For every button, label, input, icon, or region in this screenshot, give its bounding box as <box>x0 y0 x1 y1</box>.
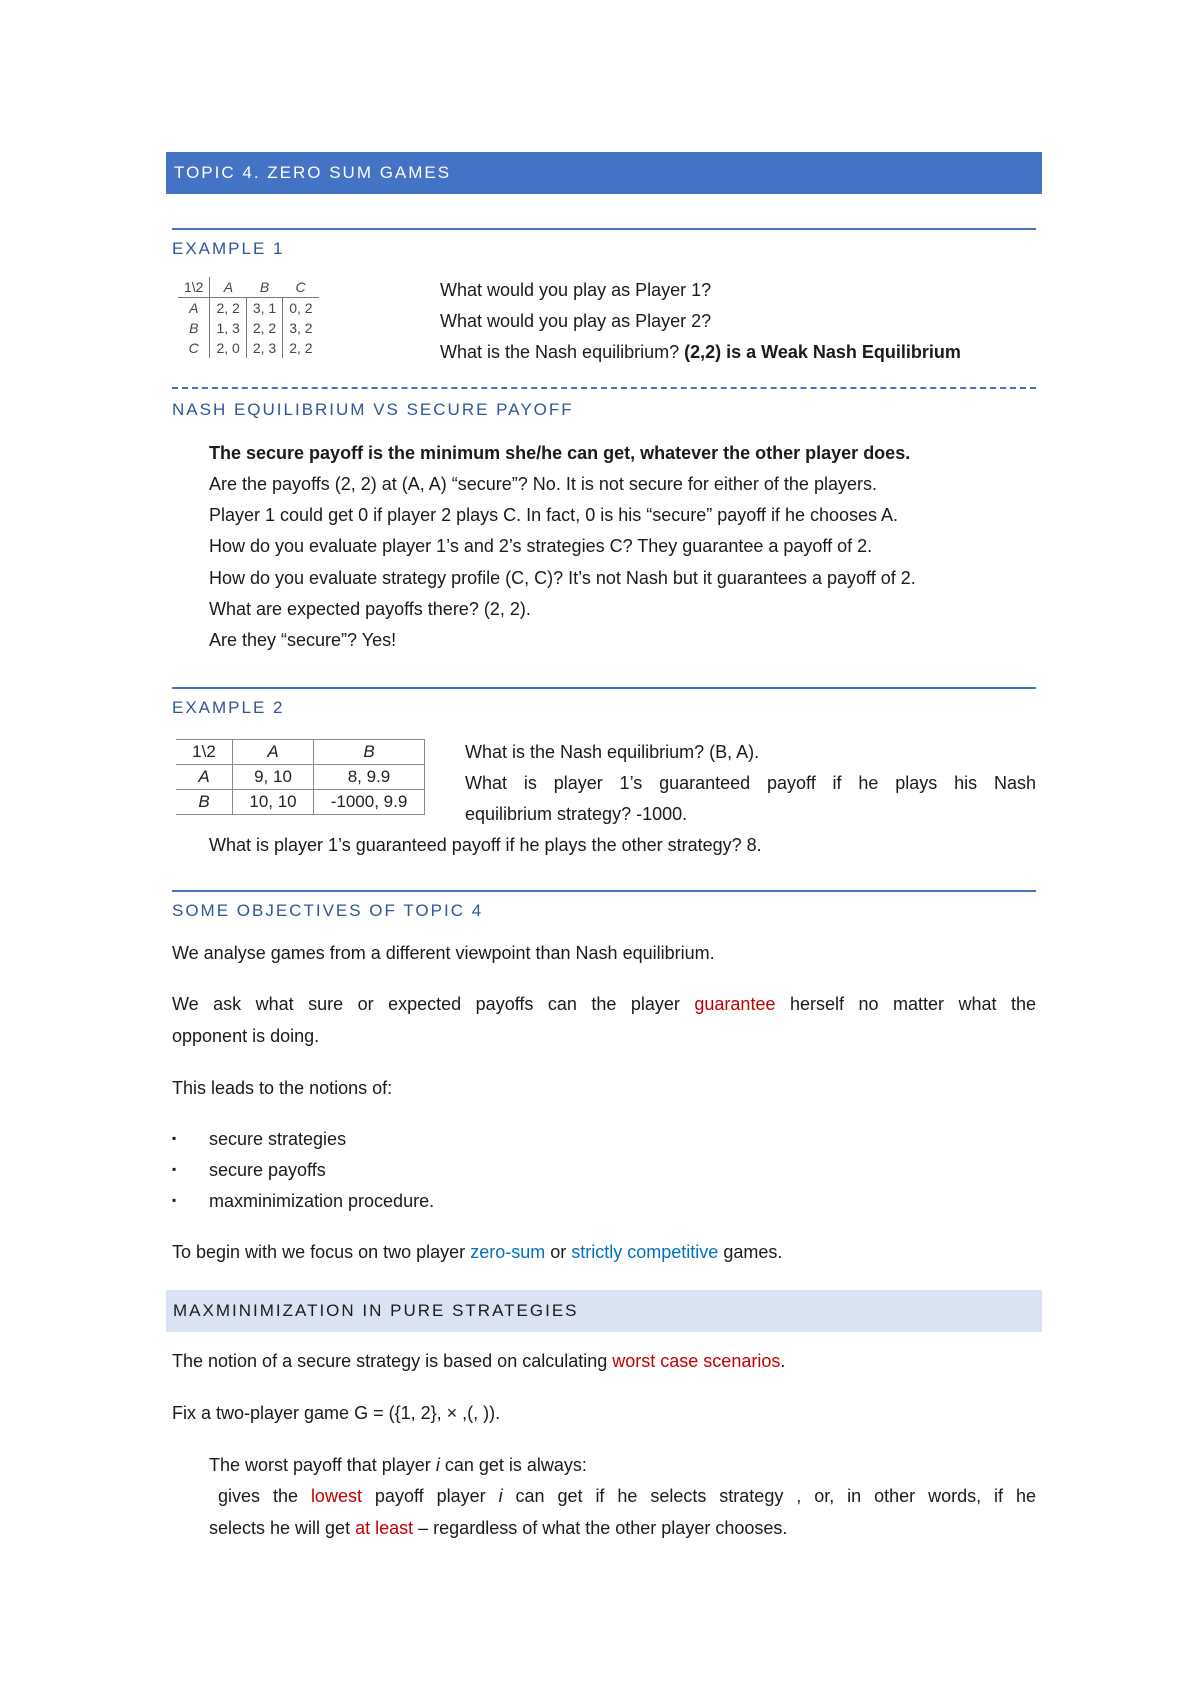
example1-question-2: What would you play as Player 2? <box>440 311 712 331</box>
text-span: . <box>780 1351 786 1371</box>
text-span: To begin with we focus on two player <box>172 1242 466 1262</box>
example1-question-3 <box>440 340 961 364</box>
table-cell: 2, 2 <box>246 318 282 338</box>
text-span: The worst payoff that player <box>209 1455 431 1475</box>
row-header: A <box>178 298 210 319</box>
section-divider <box>172 228 1036 230</box>
objectives-paragraph-2-line1 <box>172 992 1036 1016</box>
paragraph-line: Are they “secure”? Yes! <box>209 630 397 650</box>
text-span: gives the <box>218 1486 298 1506</box>
table-cell: 1, 3 <box>210 318 246 338</box>
table-cell: 9, 10 <box>233 765 314 790</box>
example2-question-2-line1: What is player 1’s guaranteed payoff if he plays his Nash <box>465 773 1036 793</box>
table-cell: 10, 10 <box>233 790 314 815</box>
table-cell: 3, 1 <box>246 298 282 319</box>
maxmin-paragraph-4 <box>218 1484 1036 1508</box>
secure-payoff-definition: The secure payoff is the minimum she/he can get, whatever the other player does. <box>209 443 911 463</box>
text-span: herself no matter what the <box>789 994 1036 1014</box>
text-span: or <box>550 1242 567 1262</box>
example1-question-1: What would you play as Player 1? <box>440 280 712 300</box>
objectives-paragraph-1: We analyse games from a different viewpoint than Nash equilibrium. <box>172 943 715 963</box>
paragraph-line: How do you evaluate player 1’s and 2’s strategies C? They guarantee a payoff of 2. <box>209 536 873 556</box>
emphasis-at-least: at least <box>355 1518 414 1538</box>
example2-question-1: What is the Nash equilibrium? (B, A). <box>465 742 760 762</box>
bullet-item: maxminimization procedure. <box>209 1191 435 1211</box>
paragraph-line: What are expected payoffs there? (2, 2). <box>209 599 531 619</box>
table-cell: 2, 2 <box>289 340 313 356</box>
bullet-icon: ▪ <box>172 1193 177 1207</box>
maxmin-heading-banner: MAXMINIMIZATION IN PURE STRATEGIES <box>166 1290 1042 1332</box>
paragraph-line: How do you evaluate strategy profile (C, C)? It’s not Nash but it guarantees a payoff of 2. <box>209 568 916 588</box>
table-cell: 0, 2 <box>289 300 313 316</box>
row-header: B <box>176 790 233 815</box>
section-divider <box>172 890 1036 892</box>
table-corner: 1\2 <box>176 740 233 765</box>
italic-var: i <box>435 1455 440 1475</box>
example2-question-3: What is player 1’s guaranteed payoff if he plays the other strategy? 8. <box>209 835 762 855</box>
answer-text: (2,2) is a Weak Nash Equilibrium <box>684 342 961 362</box>
bullet-icon: ▪ <box>172 1162 177 1176</box>
objectives-paragraph-3: This leads to the notions of: <box>172 1078 393 1098</box>
example2-question-2-line2: equilibrium strategy? -1000. <box>465 804 688 824</box>
objectives-heading: SOME OBJECTIVES OF TOPIC 4 <box>172 901 484 920</box>
section-divider <box>172 687 1036 689</box>
column-header: B <box>246 277 282 298</box>
row-header: B <box>178 318 210 338</box>
nash-secure-heading: NASH EQUILIBRIUM VS SECURE PAYOFF <box>172 400 574 419</box>
italic-var: i <box>498 1486 503 1506</box>
bullet-item: secure strategies <box>209 1129 347 1149</box>
table-cell: 2, 0 <box>210 338 246 358</box>
table-corner: 1\2 <box>178 277 210 298</box>
text-span: We ask what sure or expected payoffs can the player <box>172 994 680 1014</box>
text-span: payoff player <box>374 1486 486 1506</box>
text-span: The notion of a secure strategy is based on calculating <box>172 1351 608 1371</box>
example1-heading: EXAMPLE 1 <box>172 239 285 258</box>
example2-payoff-table <box>176 739 425 815</box>
example2-heading: EXAMPLE 2 <box>172 698 285 717</box>
text-span: can get if he selects strategy , or, in other words, if he <box>515 1486 1036 1506</box>
table-cell: -1000, 9.9 <box>314 790 425 815</box>
emphasis-strictly-competitive: strictly competitive <box>571 1242 719 1262</box>
text-span: can get is always: <box>444 1455 587 1475</box>
question-text: What is the Nash equilibrium? <box>440 342 680 362</box>
table-cell: 2, 2 <box>210 298 246 319</box>
text-span: selects he will get <box>209 1518 351 1538</box>
topic-banner: TOPIC 4. ZERO SUM GAMES <box>166 152 1042 194</box>
table-cell: 8, 9.9 <box>314 765 425 790</box>
objectives-paragraph-4 <box>172 1240 782 1264</box>
maxmin-paragraph-3 <box>209 1453 587 1477</box>
section-divider <box>172 387 1036 389</box>
paragraph-line: Player 1 could get 0 if player 2 plays C. In fact, 0 is his “secure” payoff if he chooses A. <box>209 505 899 525</box>
table-cell: 2, 3 <box>246 338 282 358</box>
row-header: A <box>176 765 233 790</box>
text-span: games. <box>723 1242 783 1262</box>
bullet-icon: ▪ <box>172 1131 177 1145</box>
bullet-item: secure payoffs <box>209 1160 326 1180</box>
table-cell: 3, 2 <box>289 320 313 336</box>
emphasis-worst-case: worst case scenarios <box>612 1351 781 1371</box>
column-header: A <box>233 740 314 765</box>
emphasis-zero-sum: zero-sum <box>470 1242 546 1262</box>
emphasis-guarantee: guarantee <box>694 994 776 1014</box>
maxmin-paragraph-2: Fix a two-player game G = ({1, 2}, × ,(, )). <box>172 1403 501 1423</box>
row-header: C <box>178 338 210 358</box>
objectives-paragraph-2-line2: opponent is doing. <box>172 1026 320 1046</box>
paragraph-line: Are the payoffs (2, 2) at (A, A) “secure”? No. It is not secure for either of the players. <box>209 474 877 494</box>
example1-payoff-table <box>178 277 319 358</box>
column-header: B <box>314 740 425 765</box>
column-header: C <box>283 277 319 298</box>
maxmin-paragraph-5 <box>209 1516 787 1540</box>
column-header: A <box>210 277 246 298</box>
text-span: – regardless of what the other player chooses. <box>418 1518 788 1538</box>
emphasis-lowest: lowest <box>310 1486 362 1506</box>
maxmin-paragraph-1 <box>172 1349 785 1373</box>
